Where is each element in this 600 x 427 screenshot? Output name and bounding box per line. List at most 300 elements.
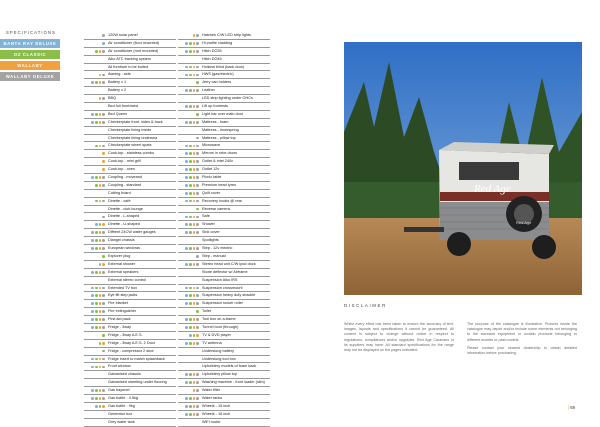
caravan-photo	[344, 42, 582, 295]
model-dots	[185, 216, 199, 219]
blue-dot-icon	[185, 176, 188, 179]
grey-dot-icon	[102, 326, 105, 329]
spec-row	[84, 213, 176, 221]
spec-row	[178, 300, 270, 308]
green-dot-icon	[196, 208, 199, 211]
spec-row	[84, 119, 176, 127]
green-dot-icon	[95, 294, 98, 297]
blue-dot-icon	[185, 42, 188, 45]
spec-row	[178, 56, 270, 64]
spec-label: Water filter	[202, 388, 221, 393]
spec-row	[178, 32, 270, 40]
grey-dot-icon	[102, 350, 105, 353]
spec-label: Jerry can holders	[202, 80, 232, 85]
grey-dot-icon	[196, 302, 199, 305]
grey-dot-icon	[102, 287, 105, 290]
green-dot-icon	[99, 342, 102, 345]
spec-row	[84, 95, 176, 103]
spec-row	[178, 348, 270, 356]
blue-dot-icon	[185, 89, 188, 92]
model-dots	[95, 145, 105, 148]
orange-dot-icon	[102, 342, 105, 345]
model-dots	[91, 247, 105, 250]
orange-dot-icon	[193, 66, 196, 69]
spec-label: BBQ	[108, 96, 117, 101]
spec-row	[84, 87, 176, 95]
model-dots	[185, 294, 199, 297]
spec-label: Toilet	[202, 309, 211, 314]
model-dots	[185, 176, 199, 179]
spec-label: Recovery hooks @ rear	[202, 198, 242, 203]
blue-dot-icon	[185, 184, 188, 187]
orange-dot-icon	[99, 318, 102, 321]
green-dot-icon	[189, 413, 192, 416]
spec-label: Checkerplate lining undersea	[108, 135, 158, 140]
spec-label: External speakers	[108, 269, 139, 274]
blue-dot-icon	[185, 381, 188, 384]
orange-dot-icon	[99, 50, 102, 53]
spec-row	[84, 269, 176, 277]
spec-label: TV & DVD player	[202, 332, 231, 337]
spec-row	[84, 300, 176, 308]
spec-row	[84, 198, 176, 206]
spec-column-right	[178, 32, 270, 427]
grey-dot-icon	[196, 137, 199, 140]
green-dot-icon	[189, 287, 192, 290]
grey-dot-icon	[102, 318, 105, 321]
spec-row	[178, 87, 270, 95]
green-dot-icon	[95, 287, 98, 290]
blue-dot-icon	[91, 397, 94, 400]
blue-dot-icon	[91, 358, 94, 361]
blue-dot-icon	[185, 287, 188, 290]
grey-dot-icon	[102, 34, 105, 37]
orange-dot-icon	[193, 168, 196, 171]
orange-dot-icon	[99, 97, 102, 100]
grey-dot-icon	[196, 152, 199, 155]
spec-label: Diffrent 24CW water gauges	[108, 230, 156, 235]
spec-label: Spotlights	[202, 238, 219, 243]
grey-dot-icon	[196, 168, 199, 171]
blue-dot-icon	[185, 342, 188, 345]
orange-dot-icon	[193, 74, 196, 77]
grey-dot-icon	[102, 145, 105, 148]
spec-row	[178, 158, 270, 166]
spec-row	[178, 174, 270, 182]
model-dots	[95, 200, 105, 203]
green-dot-icon	[189, 145, 192, 148]
green-dot-icon	[189, 105, 192, 108]
spec-row	[84, 166, 176, 174]
orange-dot-icon	[99, 397, 102, 400]
blue-dot-icon	[185, 413, 188, 416]
green-dot-icon	[102, 334, 105, 337]
green-dot-icon	[189, 302, 192, 305]
spec-row	[84, 135, 176, 143]
grey-dot-icon	[102, 231, 105, 234]
spec-label: Gas bottle - 4.5kg	[108, 395, 138, 400]
green-dot-icon	[95, 239, 98, 242]
green-dot-icon	[189, 294, 192, 297]
spec-label: Underslung battery	[202, 348, 235, 353]
model-dots	[91, 397, 105, 400]
model-dots	[185, 397, 199, 400]
green-dot-icon	[95, 121, 98, 124]
orange-dot-icon	[193, 413, 196, 416]
legend-item: WALLABY DELUXE	[0, 72, 60, 81]
grey-dot-icon	[102, 74, 105, 77]
spec-label: Light bar over main door	[202, 111, 244, 116]
orange-dot-icon	[193, 287, 196, 290]
grey-dot-icon	[196, 389, 199, 392]
green-dot-icon	[95, 389, 98, 392]
spec-row	[84, 190, 176, 198]
spec-row	[84, 103, 176, 111]
spec-row	[84, 285, 176, 293]
green-dot-icon	[189, 247, 192, 250]
legend-item: BANTA RAY DELUXE	[0, 39, 60, 48]
blue-dot-icon	[185, 192, 188, 195]
spec-label: Cook-top - mini grill	[108, 159, 141, 164]
spec-label: Tool box on a-frame	[202, 317, 236, 322]
spec-label: Reverse camera	[202, 206, 230, 211]
orange-dot-icon	[193, 247, 196, 250]
model-dots	[102, 42, 105, 45]
green-dot-icon	[95, 326, 98, 329]
legend-title: SPECIFICATIONS	[6, 30, 56, 35]
spec-row	[178, 229, 270, 237]
orange-dot-icon	[99, 74, 102, 77]
model-dots	[91, 113, 105, 116]
orange-dot-icon	[99, 239, 102, 242]
model-dots	[185, 342, 199, 345]
orange-dot-icon	[193, 184, 196, 187]
grey-dot-icon	[196, 263, 199, 266]
spec-row	[178, 95, 270, 103]
green-dot-icon	[189, 381, 192, 384]
grey-dot-icon	[196, 176, 199, 179]
spec-label: Shower	[202, 222, 215, 227]
orange-dot-icon	[99, 302, 102, 305]
green-dot-icon	[193, 334, 196, 337]
spec-label: Fridge insert to match splashback	[108, 356, 165, 361]
green-dot-icon	[95, 302, 98, 305]
spec-label: Washing machine - front loader (slim)	[202, 380, 265, 385]
orange-dot-icon	[99, 358, 102, 361]
spec-row	[84, 40, 176, 48]
orange-dot-icon	[196, 334, 199, 337]
spec-row	[178, 269, 270, 277]
green-dot-icon	[95, 318, 98, 321]
spec-label: Cook-top - oven	[108, 167, 136, 172]
model-dots	[91, 389, 105, 392]
grey-dot-icon	[102, 397, 105, 400]
spec-row	[84, 395, 176, 403]
model-dots	[102, 255, 105, 258]
green-dot-icon	[189, 326, 192, 329]
model-dots	[91, 358, 105, 361]
model-dots	[91, 176, 105, 179]
model-dots	[196, 81, 199, 84]
model-dots	[91, 231, 105, 234]
model-dots	[185, 413, 199, 416]
spec-label: Generator box	[108, 411, 133, 416]
grey-dot-icon	[196, 223, 199, 226]
green-dot-icon	[189, 200, 192, 203]
blue-dot-icon	[185, 263, 188, 266]
model-dots	[185, 200, 199, 203]
orange-dot-icon	[193, 176, 196, 179]
spec-row	[178, 363, 270, 371]
blue-dot-icon	[185, 294, 188, 297]
spec-row	[84, 379, 176, 387]
green-dot-icon	[196, 113, 199, 116]
spec-row	[178, 277, 270, 285]
model-dots	[91, 302, 105, 305]
grey-dot-icon	[102, 302, 105, 305]
grey-dot-icon	[196, 42, 199, 45]
spec-row	[84, 324, 176, 332]
model-dots	[99, 342, 105, 345]
green-dot-icon	[95, 397, 98, 400]
green-dot-icon	[189, 263, 192, 266]
orange-dot-icon	[99, 231, 102, 234]
grey-dot-icon	[102, 358, 105, 361]
orange-dot-icon	[193, 223, 196, 226]
spec-row	[84, 419, 176, 427]
spec-row	[84, 221, 176, 229]
spec-row	[178, 253, 270, 261]
spec-label: Lift up footrests	[202, 104, 228, 109]
green-dot-icon	[189, 176, 192, 179]
blue-dot-icon	[91, 121, 94, 124]
spec-label: Cook-top - stainless combo	[108, 151, 155, 156]
spec-label: Fridge - compressor 2 door	[108, 348, 154, 353]
spec-label: European windows	[108, 246, 141, 251]
model-dots	[91, 239, 105, 242]
blue-dot-icon	[185, 302, 188, 305]
orange-dot-icon	[193, 50, 196, 53]
orange-dot-icon	[193, 405, 196, 408]
model-dots	[185, 247, 199, 250]
spec-label: Checkerplate wheel spats	[108, 143, 152, 148]
spec-label: Coupling - standard	[108, 182, 142, 187]
model-dots	[102, 216, 105, 219]
orange-dot-icon	[193, 89, 196, 92]
spec-row	[84, 32, 176, 40]
green-dot-icon	[189, 192, 192, 195]
spec-row	[84, 64, 176, 72]
spec-label: Dinette - U-shaped	[108, 222, 140, 227]
spec-label: Hi profile cladding	[202, 40, 233, 45]
spec-label: Mattress - innerspring	[202, 127, 239, 132]
grey-dot-icon	[102, 200, 105, 203]
green-dot-icon	[95, 247, 98, 250]
blue-dot-icon	[185, 121, 188, 124]
model-dots	[185, 405, 199, 408]
model-dots	[196, 137, 199, 140]
spec-label: Tunnel boot (through)	[202, 324, 239, 329]
spec-label: Battery x 2	[108, 88, 127, 93]
green-dot-icon	[95, 50, 98, 53]
spec-label: Wheels - 16 inch	[202, 411, 231, 416]
model-dots	[99, 74, 105, 77]
grey-dot-icon	[102, 121, 105, 124]
spec-label: Bed Queen	[108, 111, 128, 116]
spec-label: Outlet 12v	[202, 167, 220, 172]
model-dots	[185, 145, 199, 148]
green-dot-icon	[95, 176, 98, 179]
blue-dot-icon	[91, 176, 94, 179]
disclaimer-col-1	[344, 322, 454, 356]
spec-label: Premium bead tyres	[202, 182, 236, 187]
blue-dot-icon	[185, 231, 188, 234]
grey-dot-icon	[196, 160, 199, 163]
spec-label: Fire blanket	[108, 301, 128, 306]
spec-label: Awning - side	[108, 72, 131, 77]
brand-logo: Red Age	[474, 183, 511, 195]
green-dot-icon	[95, 310, 98, 313]
legend-item: OZ CLASSIC	[0, 50, 60, 59]
spec-row	[84, 261, 176, 269]
spec-row	[84, 150, 176, 158]
blue-dot-icon	[91, 247, 94, 250]
spec-row	[84, 56, 176, 64]
model-dots	[185, 168, 199, 171]
grey-dot-icon	[102, 216, 105, 219]
blue-dot-icon	[185, 318, 188, 321]
orange-dot-icon	[193, 342, 196, 345]
orange-dot-icon	[193, 34, 196, 37]
orange-dot-icon	[193, 192, 196, 195]
spec-row	[84, 174, 176, 182]
spec-row	[178, 237, 270, 245]
spec-row	[84, 71, 176, 79]
orange-dot-icon	[193, 326, 196, 329]
grey-dot-icon	[196, 287, 199, 290]
orange-dot-icon	[193, 294, 196, 297]
spec-row	[178, 150, 270, 158]
green-dot-icon	[189, 231, 192, 234]
orange-dot-icon	[99, 287, 102, 290]
model-dots	[185, 89, 199, 92]
spec-row	[178, 166, 270, 174]
spec-label: Diangel chassis	[108, 238, 135, 243]
orange-dot-icon	[99, 184, 102, 187]
spec-label: 120W solar panel	[108, 33, 138, 37]
blue-dot-icon	[185, 66, 188, 69]
spec-row	[178, 387, 270, 395]
spec-label: Fridge - 3way	[108, 324, 132, 329]
specifications-legend	[0, 28, 60, 81]
model-dots	[91, 81, 105, 84]
disclaimer-col-2	[467, 322, 577, 359]
green-dot-icon	[189, 223, 192, 226]
spec-row	[84, 158, 176, 166]
spec-row	[84, 245, 176, 253]
spec-row	[84, 206, 176, 214]
spec-label: Alko ATC tracking system	[108, 56, 151, 61]
blue-dot-icon	[189, 334, 192, 337]
spec-row	[84, 363, 176, 371]
orange-dot-icon	[193, 160, 196, 163]
spec-row	[84, 292, 176, 300]
spec-row	[178, 316, 270, 324]
model-dots	[95, 184, 105, 187]
grey-dot-icon	[196, 247, 199, 250]
orange-dot-icon	[99, 145, 102, 148]
legend-item: WALLABY	[0, 61, 60, 70]
spec-label: Fridge - 3way A.E.S.	[108, 332, 143, 337]
spec-label: TV antenna	[202, 340, 222, 345]
grey-dot-icon	[196, 216, 199, 219]
spec-row	[178, 324, 270, 332]
blue-dot-icon	[185, 105, 188, 108]
spec-row	[84, 340, 176, 348]
grey-dot-icon	[196, 397, 199, 400]
spec-row	[178, 403, 270, 411]
spec-label: Coupling - moveand	[108, 175, 142, 180]
blue-dot-icon	[102, 42, 105, 45]
spec-row	[178, 190, 270, 198]
green-dot-icon	[196, 81, 199, 84]
grey-dot-icon	[102, 81, 105, 84]
blue-dot-icon	[185, 168, 188, 171]
spec-row	[178, 79, 270, 87]
spec-row	[84, 79, 176, 87]
green-dot-icon	[189, 318, 192, 321]
spec-label: Wheels - 15 inch	[202, 403, 231, 408]
model-dots	[91, 121, 105, 124]
model-dots	[185, 74, 199, 77]
green-dot-icon	[189, 74, 192, 77]
grey-dot-icon	[102, 239, 105, 242]
spec-label: Stone deflector w/ Airframe	[202, 269, 248, 274]
spec-row	[178, 395, 270, 403]
spec-label: Dinette - café	[108, 198, 131, 203]
spec-row	[178, 206, 270, 214]
blue-dot-icon	[91, 287, 94, 290]
model-dots	[196, 255, 199, 258]
spec-row	[84, 348, 176, 356]
spec-label: Fire extinguisher	[108, 309, 137, 314]
orange-dot-icon	[193, 42, 196, 45]
spec-row	[84, 237, 176, 245]
blue-dot-icon	[91, 81, 94, 84]
spec-row	[178, 245, 270, 253]
model-dots	[102, 152, 105, 155]
spec-row	[178, 40, 270, 48]
model-dots	[91, 271, 105, 274]
grey-dot-icon	[102, 389, 105, 392]
grey-dot-icon	[196, 184, 199, 187]
green-dot-icon	[95, 184, 98, 187]
spec-label: Checkerplate lining inside	[108, 127, 152, 132]
orange-dot-icon	[102, 152, 105, 155]
spec-label: Dinette - club lounge	[108, 206, 143, 211]
green-dot-icon	[189, 160, 192, 163]
spec-label: Underslung tool box	[202, 356, 236, 361]
blue-dot-icon	[99, 263, 102, 266]
model-dots	[193, 34, 199, 37]
model-dots	[102, 334, 105, 337]
spec-label: Galvanised sheeting under flooring	[108, 380, 167, 385]
orange-dot-icon	[193, 373, 196, 376]
spec-row	[178, 119, 270, 127]
grey-dot-icon	[196, 294, 199, 297]
spec-label: Upholstery pillow top	[202, 372, 238, 377]
spec-row	[84, 371, 176, 379]
